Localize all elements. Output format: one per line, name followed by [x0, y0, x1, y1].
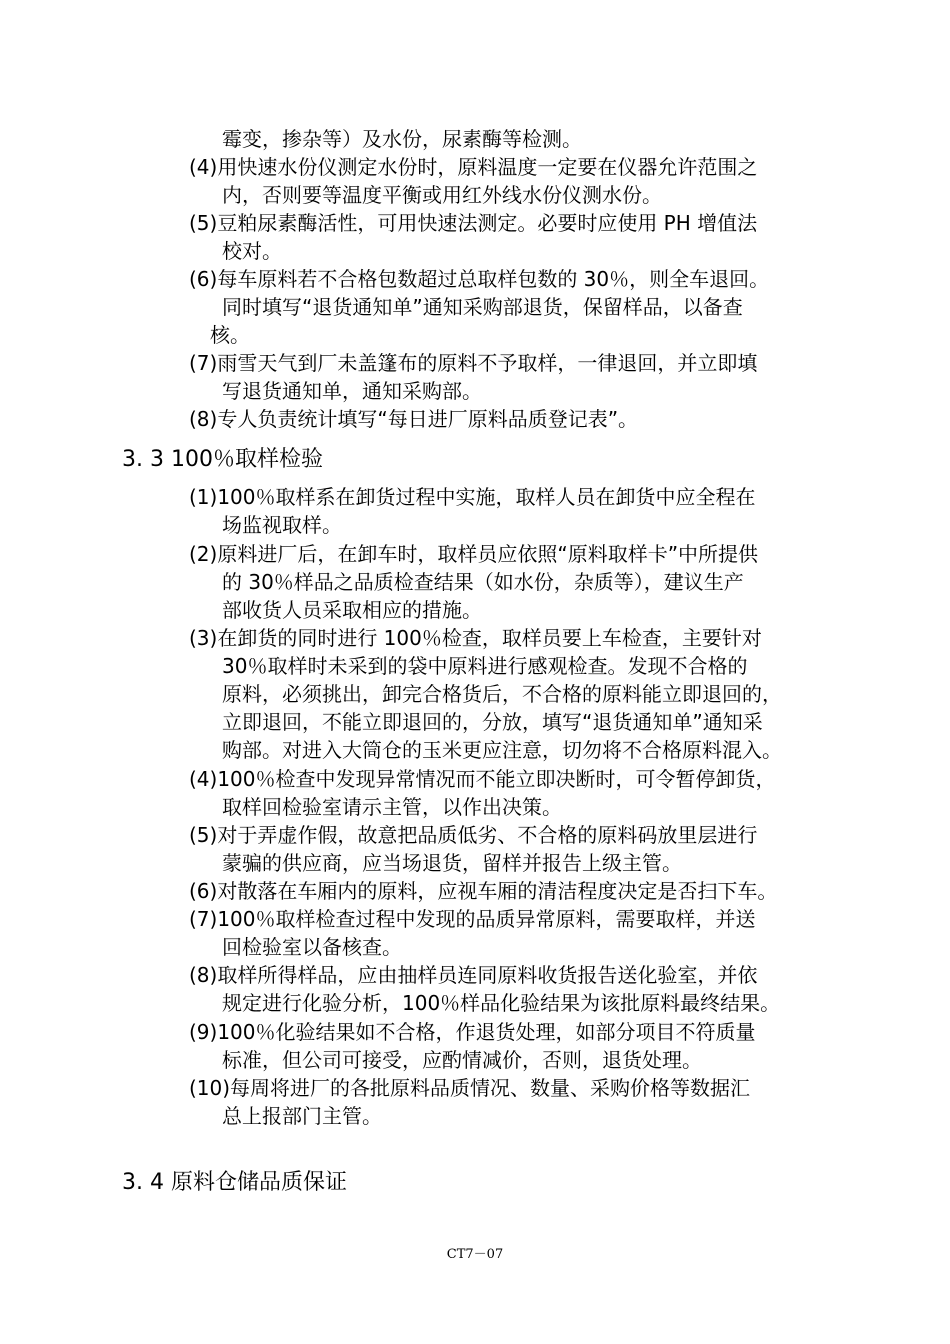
text-line: 场监视取样。 — [222, 513, 342, 537]
text-line: 立即退回，不能立即退回的，分放，填写“退货通知单”通知采 — [222, 710, 763, 734]
list-item: (6)每车原料若不合格包数超过总取样包数的 30％，则全车退回。 — [189, 267, 770, 291]
text-line: 规定进行化验分析，100％样品化验结果为该批原料最终结果。 — [222, 991, 781, 1015]
list-item: (10)每周将进厂的各批原料品质情况、数量、采购价格等数据汇 — [189, 1076, 751, 1100]
section-heading: 3. 4 原料仓储品质保证 — [122, 1170, 347, 1195]
list-item: (7)100％取样检查过程中发现的品质异常原料，需要取样，并送 — [189, 907, 756, 931]
text-line: 内，否则要等温度平衡或用红外线水份仪测水份。 — [222, 183, 662, 207]
page-footer: CT7－07 — [446, 1247, 504, 1262]
list-item: (8)取样所得样品，应由抽样员连同原料收货报告送化验室，并依 — [189, 963, 758, 987]
list-item: (4)100％检查中发现异常情况而不能立即决断时，可令暂停卸货， — [189, 767, 776, 791]
text-line: 蒙骗的供应商，应当场退货，留样并报告上级主管。 — [222, 851, 682, 875]
text-line: 霉变，掺杂等）及水份，尿素酶等检测。 — [222, 127, 582, 151]
text-line: 购部。对进入大筒仓的玉米更应注意，切勿将不合格原料混入。 — [222, 738, 782, 762]
list-item: (9)100％化验结果如不合格，作退货处理，如部分项目不符质量 — [189, 1020, 756, 1044]
text-line: 核。 — [210, 323, 250, 347]
list-item: (4)用快速水份仪测定水份时，原料温度一定要在仪器允许范围之 — [189, 155, 758, 179]
list-item: (8)专人负责统计填写“每日进厂原料品质登记表”。 — [189, 407, 639, 431]
list-item: (6)对散落在车厢内的原料，应视车厢的清洁程度决定是否扫下车。 — [189, 879, 778, 903]
text-line: 写退货通知单，通知采购部。 — [222, 379, 482, 403]
list-item: (7)雨雪天气到厂未盖篷布的原料不予取样，一律退回，并立即填 — [189, 351, 758, 375]
text-line: 总上报部门主管。 — [222, 1104, 382, 1128]
text-line: 同时填写“退货通知单”通知采购部退货，保留样品，以备查 — [222, 295, 743, 319]
list-item: (3)在卸货的同时进行 100％检查，取样员要上车检查，主要针对 — [189, 626, 762, 650]
list-item: (5)豆粕尿素酶活性，可用快速法测定。必要时应使用 PH 增值法 — [189, 211, 758, 235]
text-line: 原料，必须挑出，卸完合格货后，不合格的原料能立即退回的， — [222, 682, 782, 706]
text-line: 标准，但公司可接受，应酌情减价，否则，退货处理。 — [222, 1048, 702, 1072]
text-line: 回检验室以备核查。 — [222, 935, 402, 959]
list-item: (2)原料进厂后，在卸车时，取样员应依照“原料取样卡”中所提供 — [189, 542, 759, 566]
text-line: 部收货人员采取相应的措施。 — [222, 598, 482, 622]
text-line: 的 30％样品之品质检查结果（如水份，杂质等），建议生产 — [222, 570, 744, 594]
section-heading: 3. 3 100％取样检验 — [122, 447, 323, 472]
text-line: 取样回检验室请示主管，以作出决策。 — [222, 795, 562, 819]
text-line: 校对。 — [222, 239, 282, 263]
list-item: (1)100％取样系在卸货过程中实施，取样人员在卸货中应全程在 — [189, 485, 756, 509]
list-item: (5)对于弄虚作假，故意把品质低劣、不合格的原料码放里层进行 — [189, 823, 758, 847]
text-line: 30％取样时未采到的袋中原料进行感观检查。发现不合格的 — [222, 654, 748, 678]
